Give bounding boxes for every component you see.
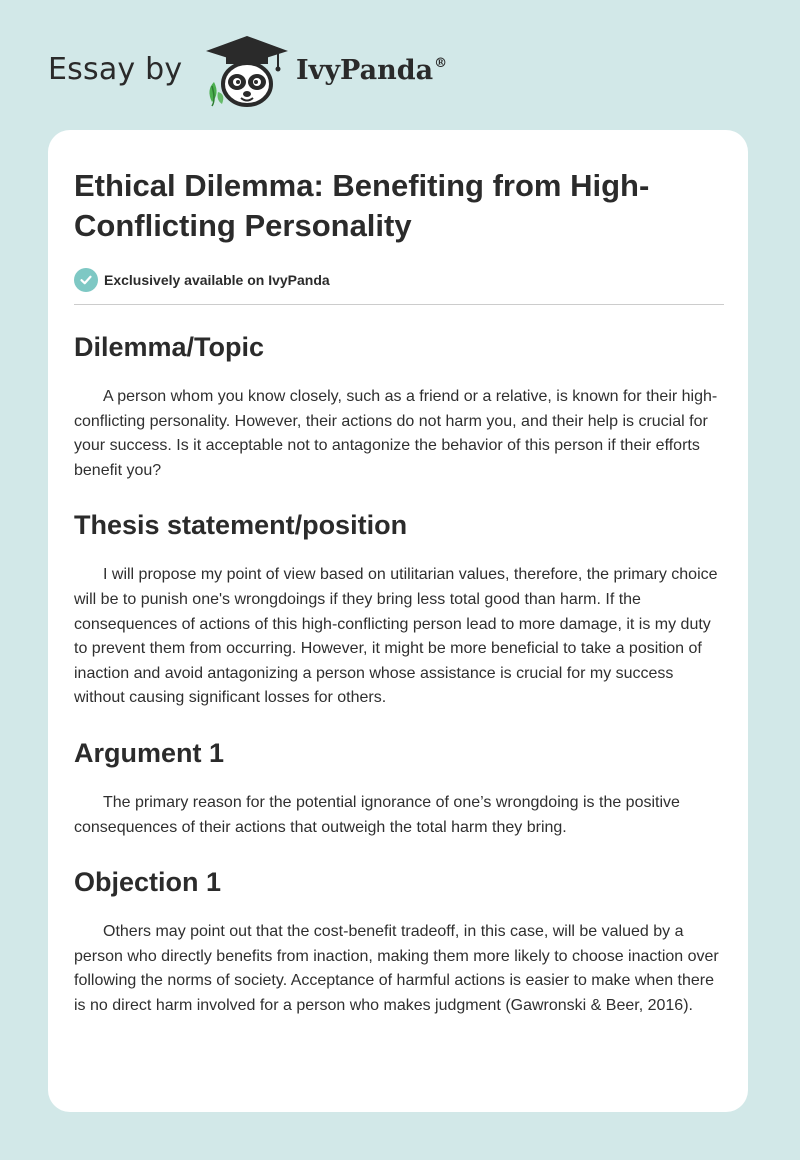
section-heading: Argument 1 — [74, 737, 225, 768]
site-header — [48, 34, 508, 108]
section-heading: Objection 1 — [74, 867, 222, 898]
section-paragraph: The primary reason for the potential ignorance of one’s wrongdoing is the positive consequences of their actions that outweigh the total harm they bring. — [74, 793, 680, 836]
essay-card — [48, 130, 748, 1112]
registered-mark: ® — [434, 56, 448, 71]
brand-name: IvyPanda® — [296, 55, 448, 86]
badge-label: Exclusively available on IvyPanda — [104, 272, 330, 288]
essay-content — [74, 166, 724, 1019]
section-dilemma-topic — [74, 330, 724, 483]
section-heading: Dilemma/Topic — [74, 332, 265, 362]
section-paragraph: Others may point out that the cost-benefit tradeoff, in this case, will be valued by a person who directly benefits from inaction, making them more likely to choose inaction over following the norms of society. Acceptance of harmful actions is easier to make when there is no direct harm involved for a person who makes judgment (Gawronski & Beer, 2016). — [74, 923, 719, 1014]
exclusive-badge — [74, 267, 724, 293]
section-argument-1 — [74, 736, 724, 840]
ivypanda-logo-icon[interactable] — [204, 34, 290, 108]
divider — [74, 304, 724, 305]
section-paragraph: A person whom you know closely, such as a friend or a relative, is known for their high-conflicting personality. However, their actions do not harm you, and their help is crucial for your success. Is it acceptable not to antagonize the behavior of this person if their efforts benefit you? — [74, 388, 718, 479]
section-thesis — [74, 508, 724, 711]
section-objection-1 — [74, 865, 724, 1018]
section-paragraph: I will propose my point of view based on utilitarian values, therefore, the primary choice will be to punish one's wrongdoings if they bring less total good than harm. If the consequences of actions of this high-conflicting person lead to more damage, it is my duty to prevent them from occurring. However, it might be more beneficial to take a position of inaction and avoid antagonizing a person whose assistance is crucial for my success without causing significant losses for others. — [74, 566, 718, 707]
section-heading: Thesis statement/position — [74, 510, 408, 541]
page-title: Ethical Dilemma: Benefiting from High-Conflicting Personality — [74, 168, 650, 243]
essay-by-label: Essay by — [48, 52, 183, 87]
checkmark-icon — [74, 268, 98, 292]
